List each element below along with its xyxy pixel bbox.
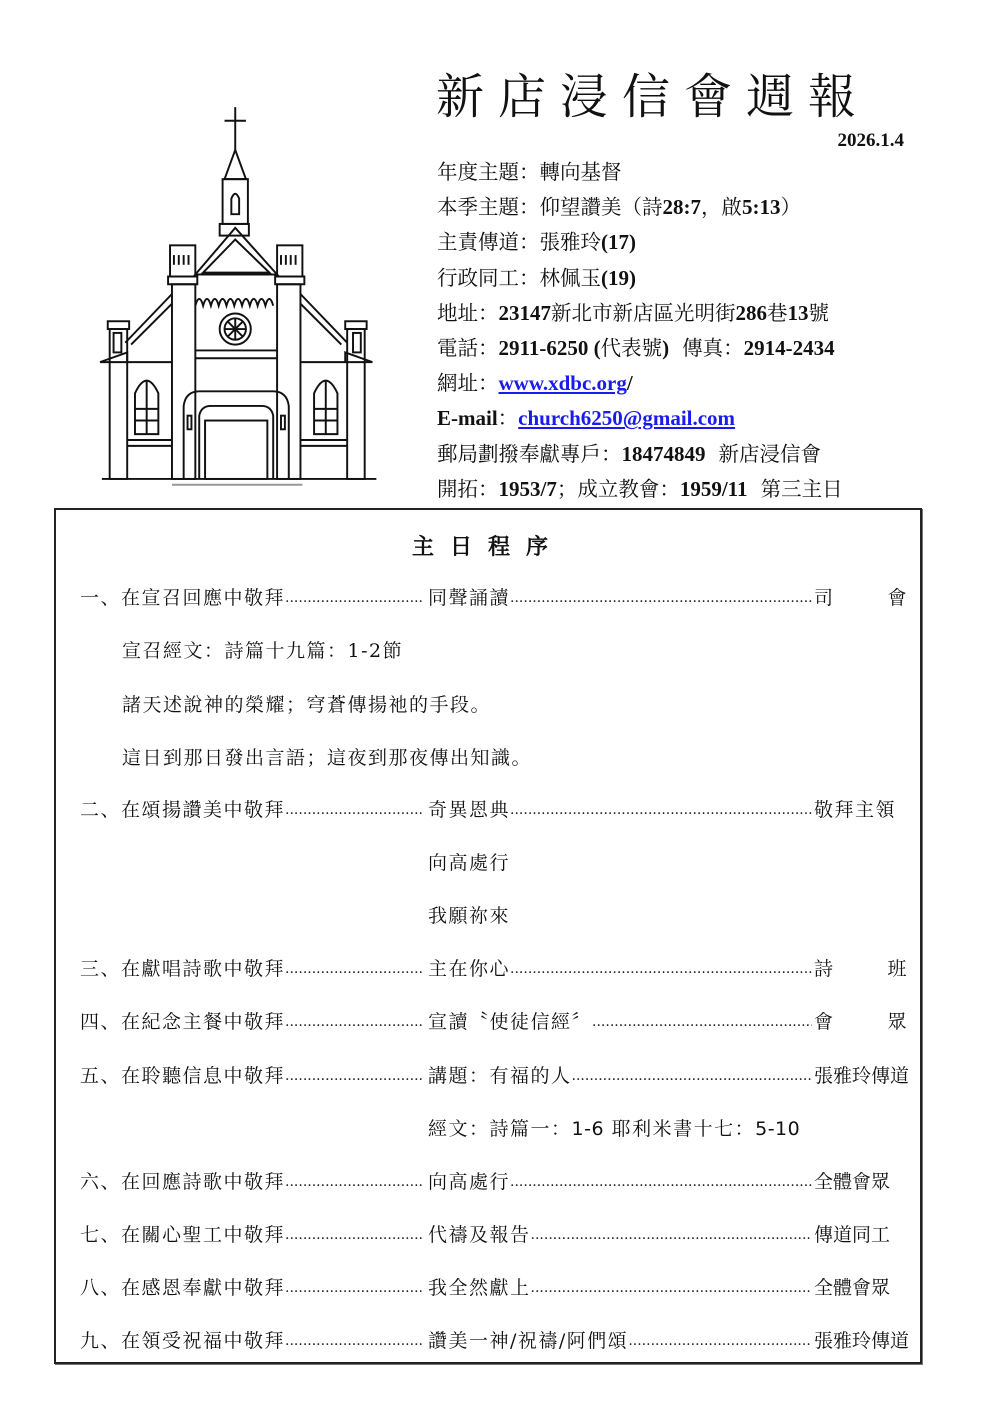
praise-song-2: 向高處行	[428, 852, 511, 874]
leader-dots	[285, 1220, 424, 1250]
item-content: 奇異恩典	[428, 799, 511, 821]
item-label: 五、在聆聽信息中敬拜	[80, 1065, 286, 1087]
phone-number: 2911-6250 (	[498, 335, 601, 360]
sermon-scripture-mid: 耶利米書十七：	[604, 1118, 756, 1140]
program-item	[80, 795, 910, 825]
season-theme-label: 本季主題：	[437, 195, 540, 220]
leader-dots	[285, 1061, 424, 1091]
program-item	[80, 1167, 910, 1197]
program-item	[80, 583, 910, 613]
fax-number: 2914-2434	[743, 335, 835, 360]
founded-date: 1953/7	[498, 476, 557, 501]
program-item	[80, 1061, 910, 1091]
leader-dots	[285, 954, 424, 984]
address-lane-label: 巷	[767, 300, 788, 325]
leader-dots	[285, 795, 424, 825]
leader-dots	[531, 1220, 812, 1250]
program-item	[80, 1326, 910, 1356]
item-leader: 全體會眾	[814, 1277, 891, 1299]
item-content: 代禱及報告	[428, 1224, 531, 1246]
phone-fax	[437, 333, 927, 368]
fax-label: 傳真：	[682, 335, 744, 360]
item-leader: 張雅玲傳道	[814, 1330, 910, 1352]
item-content: 我全然獻上	[428, 1277, 531, 1299]
item-content: 講題：有福的人	[428, 1065, 572, 1087]
phone-label: 電話：	[437, 335, 499, 360]
item-label: 二、在頌揚讚美中敬拜	[80, 799, 286, 821]
item-leader-2: 眾	[887, 1011, 908, 1033]
season-theme-value: 仰望讚美（詩	[539, 195, 663, 220]
verse-line-2: 這日到那日發出言語；這夜到那夜傳出知識。	[122, 747, 533, 769]
item-leader: 敬拜主領	[814, 799, 897, 821]
verse-line-1: 諸天述說神的榮耀；穹蒼傳揚祂的手段。	[122, 694, 492, 716]
postal-account	[437, 439, 927, 474]
leader-dots	[572, 1061, 812, 1091]
item-leader-2: 班	[887, 958, 908, 980]
address-lane: 286	[735, 300, 767, 325]
address-zip: 23147	[498, 300, 551, 325]
sunday-label: 第三主日	[760, 476, 843, 501]
website-link[interactable]: www.xdbc.org	[498, 371, 627, 396]
pastor-num: (17)	[601, 230, 636, 255]
program-item	[80, 1007, 910, 1037]
item-label: 九、在領受祝福中敬拜	[80, 1330, 286, 1352]
admin-label: 行政同工：	[437, 265, 540, 290]
pastor-name: 張雅玲	[539, 230, 601, 255]
praise-song-3: 我願祢來	[428, 905, 511, 927]
item-content: 向高處行	[428, 1171, 511, 1193]
item-leader: 會	[814, 1011, 835, 1033]
program-item	[80, 1220, 910, 1250]
program-title: 主日程序	[411, 534, 564, 560]
email-link[interactable]: church6250@gmail.com	[518, 406, 736, 431]
item-leader: 詩	[814, 958, 835, 980]
email	[437, 403, 927, 438]
admin-name: 林佩玉	[539, 265, 601, 290]
program-item	[80, 1273, 910, 1303]
program-item	[80, 954, 910, 984]
item-content: 讚美一神/祝禱/阿們頌	[428, 1330, 629, 1352]
leader-dots	[285, 1273, 424, 1303]
phone-close: )	[662, 335, 670, 360]
postal-label: 郵局劃撥奉獻專戶：	[437, 441, 622, 466]
founded-label: 開拓：	[437, 476, 499, 501]
program-box	[54, 508, 922, 1364]
item-label: 七、在關心聖工中敬拜	[80, 1224, 286, 1246]
address-no: 13	[787, 300, 809, 325]
item-leader: 全體會眾	[814, 1171, 891, 1193]
leader-dots	[510, 583, 812, 613]
item-label: 四、在紀念主餐中敬拜	[80, 1011, 286, 1033]
annual-theme-value: 轉向基督	[539, 160, 622, 184]
sermon-scripture-ref1: 1-6	[571, 1118, 605, 1140]
item-label: 六、在回應詩歌中敬拜	[80, 1171, 286, 1193]
item-label: 八、在感恩奉獻中敬拜	[80, 1277, 286, 1299]
address	[437, 298, 927, 333]
email-label: E-mail	[437, 406, 498, 431]
website-label: 網址：	[437, 371, 499, 396]
annual-theme-label: 年度主題：	[437, 160, 540, 184]
website-slash: /	[626, 371, 633, 396]
leader-dots	[285, 1007, 424, 1037]
leader-dots	[628, 1326, 812, 1356]
admin-staff	[437, 263, 927, 298]
call-scripture: 宣召經文：詩篇十九篇：1-2節	[122, 640, 404, 662]
email-colon: ：	[497, 406, 519, 431]
church-info	[437, 157, 927, 509]
season-theme-end: ）	[780, 195, 801, 220]
item-content: 主在你心	[428, 958, 511, 980]
season-theme-ref1: 28:7	[662, 195, 701, 220]
item-leader: 司	[814, 587, 835, 609]
leader-dots	[510, 1167, 812, 1197]
leader-dots	[285, 1167, 424, 1197]
item-label: 一、在宣召回應中敬拜	[80, 587, 286, 609]
leader-dots	[285, 583, 424, 613]
item-leader-2: 會	[887, 587, 908, 609]
item-leader: 張雅玲傳道	[814, 1065, 910, 1087]
item-leader: 傳道同工	[814, 1224, 891, 1246]
established-label: ；成立教會：	[556, 476, 680, 501]
item-content: 同聲誦讀	[428, 587, 511, 609]
leader-dots	[510, 954, 812, 984]
sermon-scripture	[428, 1114, 800, 1144]
season-theme-ref2: 5:13	[742, 195, 781, 220]
sermon-scripture-ref2: 5-10	[755, 1118, 801, 1140]
phone-note: 代表號	[600, 335, 663, 360]
season-theme	[437, 192, 927, 227]
leader-dots	[531, 1273, 812, 1303]
website	[437, 368, 927, 403]
item-content: 宣讀〝使徒信經〞	[428, 1011, 593, 1033]
address-no-label: 號	[808, 300, 829, 325]
bulletin-title: 新店浸信會週報	[436, 69, 871, 125]
leader-dots	[510, 795, 812, 825]
bulletin-date: 2026.1.4	[837, 130, 904, 151]
pastor-label: 主責傳道：	[437, 230, 540, 255]
postal-account-name: 新店浸信會	[718, 441, 822, 466]
sermon-scripture-label: 經文：詩篇一：	[428, 1118, 572, 1140]
established-date: 1959/11	[679, 476, 748, 501]
annual-theme	[437, 157, 927, 192]
church-illustration	[98, 98, 390, 490]
admin-num: (19)	[601, 265, 636, 290]
item-label: 三、在獻唱詩歌中敬拜	[80, 958, 286, 980]
founding	[437, 474, 927, 509]
address-label: 地址：	[437, 300, 499, 325]
season-theme-sep: ，啟	[701, 195, 742, 220]
leader-dots	[592, 1007, 812, 1037]
postal-account-number: 18474849	[621, 441, 706, 466]
pastor	[437, 227, 927, 262]
address-city: 新北市新店區光明街	[551, 300, 736, 325]
leader-dots	[285, 1326, 424, 1356]
